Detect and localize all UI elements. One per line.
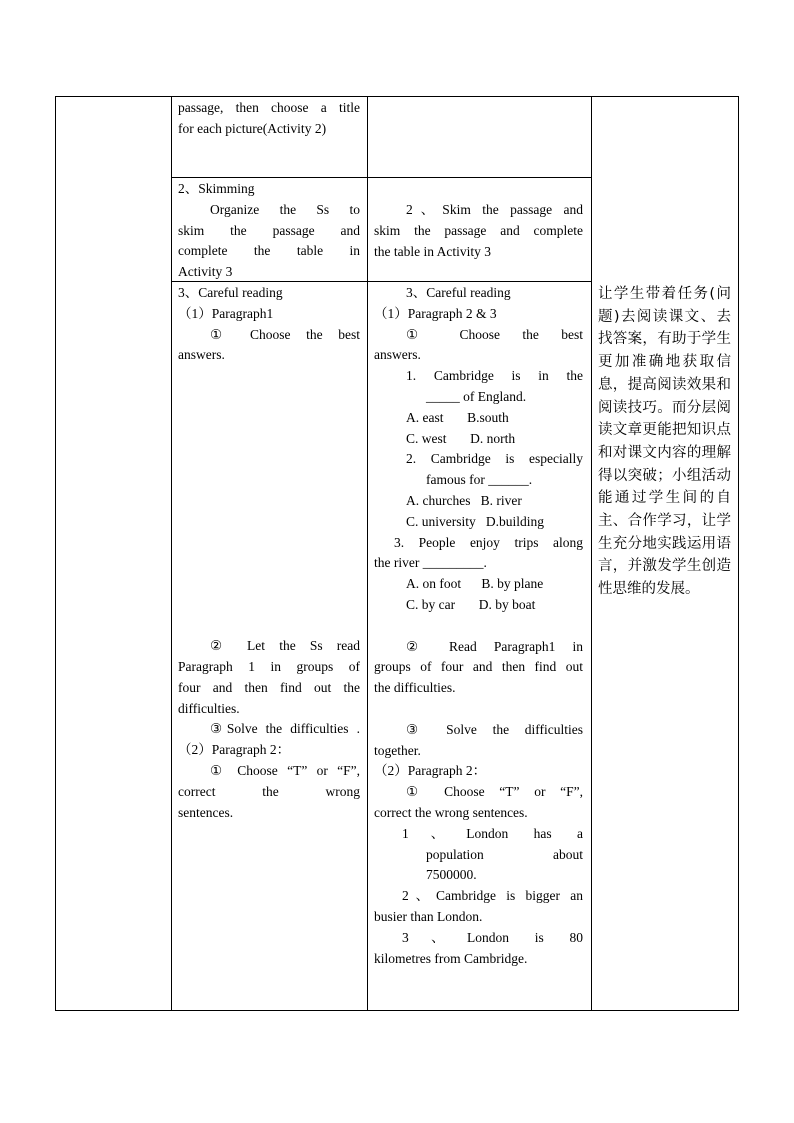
design-purpose-cell [598, 283, 731, 601]
statement-3-cont: kilometres from Cambridge. [374, 950, 528, 966]
statement-1: 1、London has a [402, 825, 583, 841]
question-3-cont: the river _________. [374, 555, 487, 571]
statement-2: 2、Cambridge is bigger an [402, 888, 583, 904]
text-line: together. [374, 742, 421, 758]
question-1-options: C. west D. north [406, 430, 516, 446]
question-2-options: C. university D.building [406, 513, 544, 529]
text-line: skim the passage and [178, 222, 360, 238]
row2-student-cell [374, 200, 583, 262]
question-3: 3. People enjoy trips along [394, 534, 583, 550]
column-divider-3 [591, 96, 592, 1011]
row-divider-1 [171, 177, 591, 178]
text-line: for each picture(Activity 2) [178, 120, 327, 136]
text-line: Paragraph 1 in groups of [178, 658, 360, 674]
text-line: the table in Activity 3 [374, 243, 491, 259]
question-1: 1. Cambridge is in the [406, 368, 583, 384]
question-2: 2. Cambridge is especially [406, 451, 583, 467]
question-3-options: C. by car D. by boat [406, 596, 536, 612]
row3-teacher-cell [178, 283, 360, 823]
paragraph1-title: （1）Paragraph1 [178, 305, 274, 321]
text-line: ① Choose “T” or “F”, [406, 784, 583, 800]
column-divider-2 [367, 96, 368, 1011]
text-line: skim the passage and complete [374, 222, 583, 238]
statement-3: 3、London is 80 [402, 929, 583, 945]
row3-student-cell [374, 283, 583, 969]
text-line: ② Read Paragraph1 in [406, 638, 583, 654]
text-line: Activity 3 [178, 264, 233, 280]
text-line: answers. [374, 347, 421, 363]
text-line: Organize the Ss to [210, 201, 360, 217]
table-left-border [55, 96, 56, 1011]
statement-1-cont: 7500000. [426, 867, 477, 883]
text-line: ① Choose the best [210, 326, 360, 342]
row1-teacher-cell [178, 98, 360, 140]
skimming-heading: 2、Skimming [178, 181, 255, 196]
text-line: ③Solve the difficulties . [210, 721, 360, 737]
text-line: complete the table in [178, 243, 360, 259]
text-line: ② Let the Ss read [210, 638, 360, 654]
column-divider-1 [171, 96, 172, 1011]
careful-reading-heading: 3、Careful reading [178, 285, 283, 300]
statement-1-cont: population about [426, 846, 583, 862]
text-line: difficulties. [178, 700, 240, 716]
paragraph2-title: （2）Paragraph 2： [374, 763, 487, 779]
question-2-options: A. churches B. river [406, 492, 522, 508]
text-line: groups of four and then find out [374, 659, 583, 675]
question-1-options: A. east B.south [406, 409, 509, 425]
text-line: ① Choose the best [406, 326, 583, 342]
question-3-options: A. on foot B. by plane [406, 576, 544, 592]
careful-reading-heading: 3、Careful reading [406, 285, 511, 300]
text-line: 2、Skim the passage and [406, 202, 583, 217]
text-line: ③ Solve the difficulties [406, 721, 583, 737]
question-2-cont: famous for ______. [426, 472, 533, 488]
paragraph-title: （1）Paragraph 2 & 3 [374, 305, 497, 321]
text-line: the difficulties. [374, 680, 456, 696]
table-top-border [55, 96, 739, 97]
statement-2-cont: busier than London. [374, 908, 483, 924]
text-line: correct the wrong [178, 783, 360, 799]
text-line: answers. [178, 347, 225, 363]
table-bottom-border [55, 1010, 739, 1011]
text-line: sentences. [178, 804, 234, 820]
text-line: ① Choose “T” or “F”, [210, 762, 360, 778]
table-right-border [738, 96, 739, 1011]
text-line: four and then find out the [178, 679, 360, 695]
row2-teacher-cell [178, 179, 360, 283]
design-purpose-text: 让学生带着任务(问题)去阅读课文、去找答案，有助于学生更加准确地获取信息，提高阅读效果和阅读技巧。而分层阅读文章更能把知识点和对课文内容的理解得以突破；小组活动能通过学生间的自主、合作学习，让学生充分地实践运用语言，并激发学生创造性思维的发展。 [598, 286, 731, 598]
text-line: passage, then choose a title [178, 100, 360, 115]
text-line: correct the wrong sentences. [374, 804, 528, 820]
paragraph2-title: （2）Paragraph 2： [178, 742, 291, 758]
question-1-cont: _____ of England. [426, 388, 527, 404]
